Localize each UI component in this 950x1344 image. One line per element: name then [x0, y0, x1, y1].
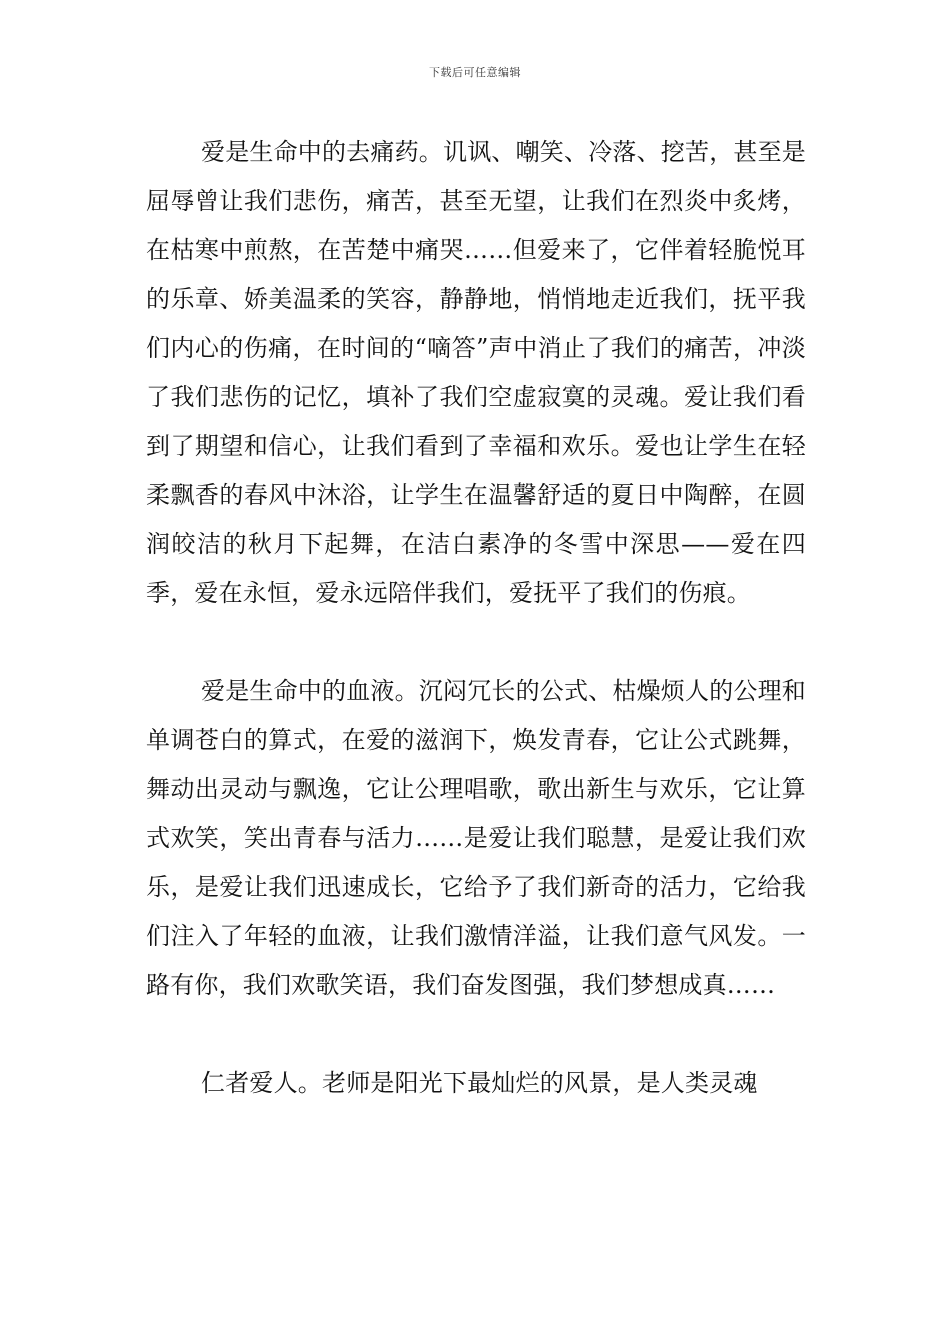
paragraph-love-blood: 爱是生命中的血液。沉闷冗长的公式、枯燥烦人的公理和单调苍白的算式，在爱的滋润下，焕发青春，它让公式跳舞，舞动出灵动与飘逸，它让公理唱歌，歌出新生与欢乐，它让算式欢笑，笑出青春与活力……是爱让我们聪慧，是爱让我们欢乐，是爱让我们迅速成长，它给予了我们新奇的活力，它给我们注入了年轻的血液，让我们激情洋溢，让我们意气风发。一路有你，我们欢歌笑语，我们奋发图强，我们梦想成真……: [146, 677, 806, 999]
document-body: [146, 128, 806, 1108]
page-header: 下载后可任意编辑: [429, 66, 521, 79]
paragraph-love-painkiller: 爱是生命中的去痛药。讥讽、嘲笑、冷落、挖苦，甚至是屈辱曾让我们悲伤，痛苦，甚至无望，让我们在烈炎中炙烤，在枯寒中煎熬，在苦楚中痛哭……但爱来了，它伴着轻脆悦耳的乐章、娇美温柔的笑容，静静地，悄悄地走近我们，抚平我们内心的伤痛，在时间的“嘀答”声中消止了我们的痛苦，冲淡了我们悲伤的记忆，填补了我们空虚寂寞的灵魂。爱让我们看到了期望和信心，让我们看到了幸福和欢乐。爱也让学生在轻柔飘香的春风中沐浴，让学生在温馨舒适的夏日中陶醉，在圆润皎洁的秋月下起舞，在洁白素净的冬雪中深思——爱在四季，爱在永恒，爱永远陪伴我们，爱抚平了我们的伤痕。: [146, 138, 806, 607]
paragraph-gap: [146, 618, 806, 667]
paragraph-benevolent-love: 仁者爱人。老师是阳光下最灿烂的风景，是人类灵魂: [201, 1069, 758, 1097]
paragraph-gap: [146, 1010, 806, 1059]
